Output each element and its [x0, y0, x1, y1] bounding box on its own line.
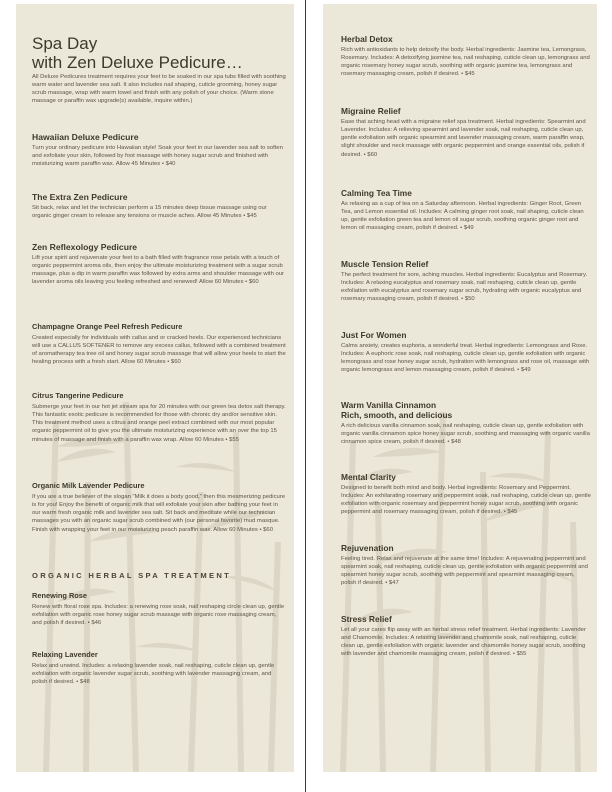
- section-title: Champagne Orange Peel Refresh Pedicure: [32, 322, 183, 331]
- section-body: Renew with floral rose spa. Includes: a renewing rose soak, nail reshaping circle clean up, gentle exfoliation with organic rose honey sugar scrub massage with organic rose massaging cream, and polish if desired. • $46: [32, 604, 285, 627]
- title-block: [32, 34, 243, 72]
- section-title: Citrus Tangerine Pedicure: [32, 391, 124, 400]
- section-extra-zen: [32, 192, 286, 220]
- section-title: Mental Clarity: [341, 472, 396, 482]
- section-body: Submerge your feet in our hot jet stream spa for 20 minutes with our green tea detox salt therapy. This fantastic exotic pedicure is recommended for those with chronic dry and/or sensitive skin. This treatment method uses a citrus and orange peel extract combined with our most popular organic peppermint oil to give you the ultimate moisturizing experience with an over the top 15 minutes of massage and finish with a paraffin wax wrap. Allow 60 Minutes • $55: [32, 404, 286, 443]
- right-panel: [323, 4, 597, 772]
- section-title: Herbal Detox: [341, 34, 393, 44]
- section-body: Turn your ordinary pedicure into Hawaiian style! Soak your feet in our lavender sea salt to soften and exfoliate your skin, followed by foot massage with honey sugar scrub and finished with moisturizing warm paraffin wax. Allow 45 Minutes • $40: [32, 145, 283, 168]
- intro-text: All Deluxe Pedicures treatment requires your feet to be soaked in our spa tubs filled with soothing warm water and lavender sea salt. It also includes nail shaping, cuticle grooming, honey sugar scrub massage, wrap with warm towel and finish with any polish of your choice. (Warm stone massage or paraffin wax upgrade(s) available, inquire within.): [32, 74, 286, 105]
- section-champagne: [32, 322, 286, 367]
- section-body: A rich delicious vanilla cinnamon soak, nail reshaping, cuticle clean up, gentle exfoliation with organic vanilla cinnamon spice honey sugar scrub, soothing and massaging with organic vanilla cinnamon spice cream, polish if desired. • $48: [341, 423, 590, 446]
- center-divider: [305, 0, 306, 792]
- section-body: As relaxing as a cup of tea on a Saturday afternoon. Herbal ingredients: Ginger Root, Green Tea, and Lemon essential oil. Includes: A calming ginger root soak, nail shaping, cuticle clean up, gentle exfoliation green tea and lemon oil sugar scrub, soothing organic ginger root and lemon oil massaging cream, polish if desired. • $49: [341, 201, 584, 232]
- section-muscle-tension: [341, 259, 591, 304]
- section-organic-milk: [32, 481, 286, 534]
- section-calming-tea-time: [341, 188, 591, 233]
- organic-herbal-heading: ORGANIC HERBAL SPA TREATMENT: [32, 571, 232, 580]
- section-title: Zen Reflexology Pedicure: [32, 242, 138, 252]
- section-title: Calming Tea Time: [341, 188, 412, 198]
- organic-herbal-heading-wrap: [32, 571, 286, 580]
- section-title: Warm Vanilla Cinnamon Rich, smooth, and delicious: [341, 400, 453, 420]
- section-citrus: [32, 391, 286, 444]
- left-panel: [16, 4, 294, 772]
- section-title: Organic Milk Lavender Pedicure: [32, 481, 145, 490]
- page-title-line1: Spa Day: [32, 34, 98, 53]
- section-title: The Extra Zen Pedicure: [32, 192, 128, 202]
- section-body: If you are a true believer of the slogan "Milk it does a body good," then this mesmerizing pedicure is for you! Enjoy the benefit of organic milk that will exfoliate your skin after bathing your feet in our warm fresh organic milk and lavender sea salt. Sit back and meditate while our technician massages you with an organic sugar scrub combined with (our personal favorite) mud masque. Finish with wrapping your feet in our moisturizing peach paraffin wax. Allow 60 Minutes • $60: [32, 494, 286, 533]
- section-body: Rich with antioxidants to help detoxify the body. Herbal ingredients: Jasmine tea, Lemongrass, Rosemary. Includes: A detoxifying jasmine tea, nail reshaping, cuticle clean up, lemongrass and organic rosemary honey sugar scrub, soothing with organic jasmine tea, lemongrass and rosemary massaging cream, polish if desired. • $45: [341, 47, 590, 78]
- section-relaxing-lavender: [32, 650, 286, 686]
- section-body: Feeling tired. Relax and rejuvenate at the same time! Includes: A rejuvenating peppermint and spearmint soak, nail reshaping, cuticle clean up, gentle exfoliation with organic peppermint and spearmint honey sugar scrub, soothing with peppermint and spearmint massaging cream, polish if desired. • $47: [341, 556, 588, 587]
- section-hawaiian: [32, 132, 286, 168]
- section-body: Calms anxiety, creates euphoria, a wonderful treat. Herbal ingredients: Lemongrass and Rose. Includes: A euphoric rose soak, nail reshaping, cuticle clean up, gentle exfoliation with organic lemongrass and rose honey sugar scrub, hydration with lemongrass and rose oil, massage with organic lemongrass and lemon massaging cream, polish if desired. • $49: [341, 343, 590, 374]
- section-body: Designed to benefit both mind and body. Herbal ingredients: Rosemary and Peppermint. Includes: An exhilarating rosemary and peppermint soak, nail reshaping, cuticle clean up, gentle exfoliation with organic rosemary and peppermint honey sugar scrub, soothing with organic peppermint and rosemary massaging cream, polish if desired. • $45: [341, 485, 591, 516]
- section-title: Muscle Tension Relief: [341, 259, 429, 269]
- section-renewing-rose: [32, 591, 286, 627]
- section-title: Just For Women: [341, 330, 407, 340]
- section-title: Renewing Rose: [32, 591, 88, 600]
- section-herbal-detox: [341, 34, 591, 79]
- section-title: Rejuvenation: [341, 543, 394, 553]
- section-body: Relax and unwind. Includes: a relaxing lavender soak, nail reshaping, cuticle clean up, gentle exfoliation with organic lavender sugar scrub, soothing with lavender massaging cream, and polish if desired. • $48: [32, 663, 275, 686]
- section-body: Created especially for individuals with callus and or cracked heels. Our experienced technicians will use a CALLUS SOFTENER to remove any excess callus, followed with a combined treatment of aromatherapy tea tree oil and honey sugar scrub massage that will allow your heels to start the healing process with a fresh start. Allow 60 Minutes • $60: [32, 335, 286, 366]
- section-title: Stress Relief: [341, 614, 392, 624]
- page-title-line2: with Zen Deluxe Pedicure…: [32, 53, 243, 72]
- section-rejuvenation: [341, 543, 591, 588]
- section-migraine-relief: [341, 106, 591, 159]
- section-body: Lift your spirit and rejuvenate your feet to a bath filled with fragrance rose petals with a touch of organic peppermint aroma oils, then enjoy the ultimate moisturizing treatment with a sugar scrub massage, plus a dip in warm paraffin wax followed by extra arms and shoulder massage with our lavender aroma oils leaving you feeling refreshed and renewed! Allow 60 Minutes • $60: [32, 255, 285, 286]
- section-mental-clarity: [341, 472, 591, 517]
- section-warm-vanilla: [341, 400, 591, 446]
- section-body: The perfect treatment for sore, aching muscles. Herbal ingredients: Eucalyptus and Rosemary. Includes: A relaxing eucalyptus and rosemary soak, nail reshaping, cuticle clean up, gentle exfoliation with eucalyptus and rosemary sugar scrub, hydrating with organic eucalyptus and rosemary massaging cream, polish if desired. • $50: [341, 272, 588, 303]
- section-zen-reflexology: [32, 242, 286, 287]
- section-just-for-women: [341, 330, 591, 375]
- section-title: Migraine Relief: [341, 106, 401, 116]
- section-body: Ease that aching head with a migraine relief spa treatment. Herbal ingredients: Spearmint and Lavender. Includes: A relieving spearmint and lavender soak, nail reshaping, cuticle clean up, gentle exfoliation with organic spearmint and lavender massaging cream, warm paraffin wrap, slight shoulder and neck massage with organic peppermint and orange essential oils, polish if desired. • $60: [341, 119, 586, 158]
- section-body: Sit back, relax and let the technician perform a 15 minutes deep tissue massage using our organic ginger cream to release any tensions or muscle aches. Allow 45 Minutes • $45: [32, 205, 267, 220]
- section-stress-relief: [341, 614, 591, 659]
- section-title: Hawaiian Deluxe Pedicure: [32, 132, 139, 142]
- section-title: Relaxing Lavender: [32, 650, 98, 659]
- section-body: Let all your cares flip away with an herbal stress relief treatment. Herbal ingredients: Lavender and Chamomile. Includes: A relaxing lavender and chamomile soak, nail reshaping, cuticle clean up, gentle exfoliation with organic lavender and chamomile honey sugar scrub, soothing with lavender and chamomile massaging cream, polish if desired. • $55: [341, 627, 586, 658]
